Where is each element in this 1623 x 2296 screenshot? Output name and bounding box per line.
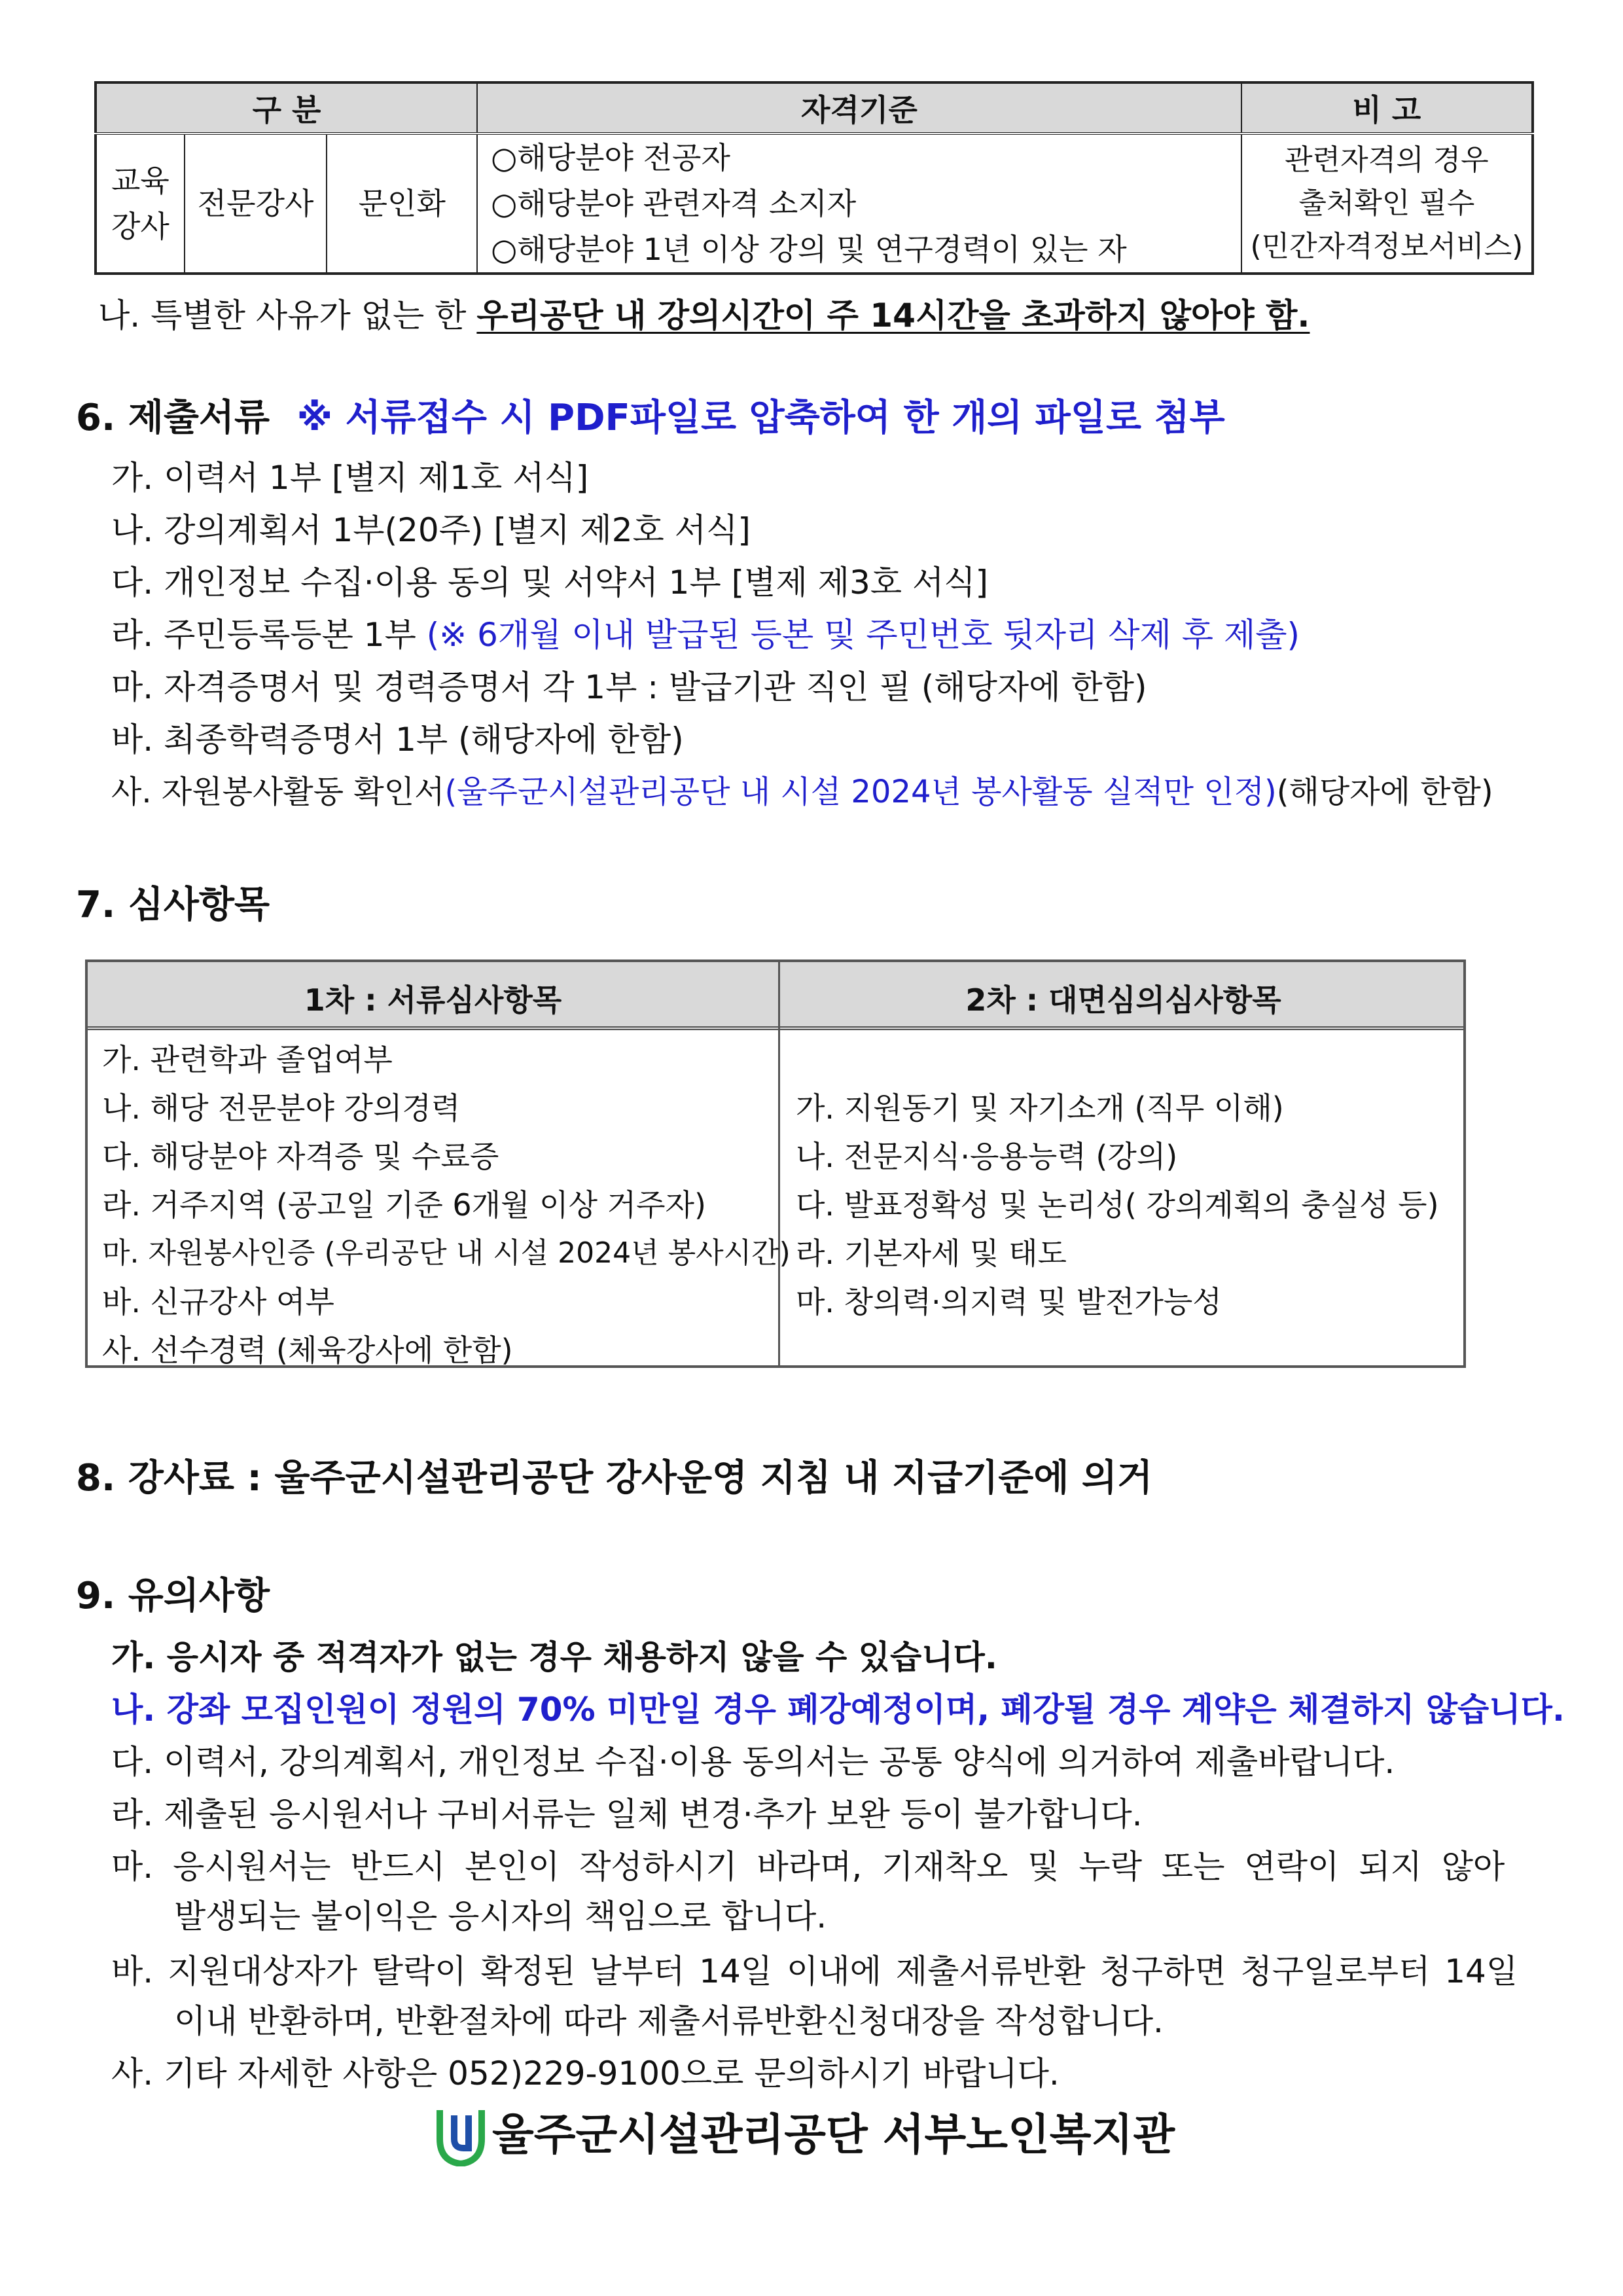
section-6-title: 6. 제출서류 — [76, 397, 270, 439]
doc-item-d-note: (※ 6개월 이내 발급된 등본 및 주민번호 뒷자리 삭제 후 제출) — [426, 616, 1300, 654]
cell-note — [1241, 134, 1533, 274]
caution-g: 사. 기타 자세한 사항은 052)229-9100으로 문의하시기 바랍니다. — [111, 2054, 1060, 2092]
uljugun-facilities-logo-icon — [435, 2106, 487, 2166]
footer-organization: 울주군시설관리공단 서부노인복지관 — [492, 2109, 1175, 2160]
caution-a: 가. 응시자 중 적격자가 없는 경우 채용하지 않을 수 있습니다. — [111, 1638, 997, 1676]
list-item: 다. 해당분야 자격증 및 수료증 — [102, 1139, 499, 1174]
section-7-title: 7. 심사항목 — [76, 884, 270, 926]
header-category: 구 분 — [96, 82, 477, 134]
caution-b: 나. 강좌 모집인원이 정원의 70% 미만일 경우 폐강예정이며, 폐강될 경우 계약은 체결하지 않습니다. — [111, 1691, 1565, 1729]
doc-item-a: 가. 이력서 1부 [별지 제1호 서식] — [111, 459, 589, 497]
caution-e-line1: 마. 응시원서는 반드시 본인이 작성하시기 바라며, 기재착오 및 누락 또는 연락이 되지 않아 — [111, 1848, 1505, 1886]
list-item: 사. 선수경력 (체육강사에 한함) — [102, 1333, 513, 1368]
note-line: 관련자격의 경우 — [1285, 143, 1489, 177]
caution-f-line1: 바. 지원대상자가 탈락이 확정된 날부터 14일 이내에 제출서류반환 청구하면 청구일로부터 14일 — [111, 1952, 1518, 1990]
list-item: 나. 전문지식·응용능력 (강의) — [796, 1139, 1178, 1174]
doc-item-c: 다. 개인정보 수집·이용 동의 및 서약서 1부 [별제 제3호 서식] — [111, 564, 989, 601]
doc-item-b: 나. 강의계획서 1부(20주) [별지 제2호 서식] — [111, 511, 751, 549]
caution-d: 라. 제출된 응시원서나 구비서류는 일체 변경·추가 보완 등이 불가합니다. — [111, 1795, 1143, 1833]
qualification-table — [94, 81, 1534, 275]
review-col2-header: 2차 : 대면심의심사항목 — [965, 982, 1281, 1018]
header-criteria: 자격기준 — [477, 82, 1241, 134]
review-col1-header: 1차 : 서류심사항목 — [304, 982, 562, 1018]
doc-item-g-tail: (해당자에 한함) — [1276, 774, 1493, 810]
note-line: (민간자격정보서비스) — [1250, 230, 1524, 263]
section-6-heading — [76, 397, 1225, 440]
doc-item-d — [111, 615, 1300, 655]
doc-item-g — [111, 772, 1493, 812]
cell-category-edu: 교육 강사 — [96, 134, 185, 274]
list-item: 라. 거주지역 (공고일 기준 6개월 이상 거주자) — [102, 1187, 706, 1223]
notice-underlined: 우리공단 내 강의시간이 주 14시간을 초과하지 않아야 함. — [476, 296, 1310, 334]
caution-f-line2: 이내 반환하며, 반환절차에 따라 제출서류반환신청대장을 작성합니다. — [174, 2002, 1164, 2040]
review-criteria-table — [85, 960, 1466, 1368]
cell-criteria — [477, 134, 1241, 274]
list-item: 가. 관련학과 졸업여부 — [102, 1042, 393, 1077]
criteria-item: ○해당분야 1년 이상 강의 및 연구경력이 있는 자 — [491, 232, 1127, 267]
header-note: 비 고 — [1241, 82, 1533, 134]
caution-e-line2: 발생되는 불이익은 응시자의 책임으로 합니다. — [174, 1897, 827, 1935]
doc-item-g-main: 사. 자원봉사활동 확인서 — [111, 774, 445, 810]
cell-category-subject: 문인화 — [327, 134, 477, 274]
doc-item-g-note: (울주군시설관리공단 내 시설 2024년 봉사활동 실적만 인정) — [444, 774, 1277, 810]
notice-prefix: 나. 특별한 사유가 없는 한 — [98, 296, 477, 334]
list-item: 다. 발표정확성 및 논리성( 강의계획의 충실성 등) — [796, 1187, 1439, 1223]
caution-c: 다. 이력서, 강의계획서, 개인정보 수집·이용 동의서는 공통 양식에 의거하여 제출바랍니다. — [111, 1743, 1395, 1781]
qualification-table-header-row — [96, 82, 1533, 134]
review-table-divider — [778, 962, 780, 1365]
list-item: 가. 지원동기 및 자기소개 (직무 이해) — [796, 1090, 1284, 1126]
list-item: 마. 창의력·의지력 및 발전가능성 — [796, 1284, 1222, 1319]
list-item: 라. 기본자세 및 태도 — [796, 1236, 1067, 1271]
table-row — [96, 134, 1533, 274]
cell-category-type: 전문강사 — [185, 134, 327, 274]
section-6-note: ※ 서류접수 시 PDF파일로 압축하여 한 개의 파일로 첨부 — [296, 397, 1225, 439]
section-9-title: 9. 유의사항 — [76, 1575, 270, 1617]
lecture-hours-notice — [98, 296, 1310, 335]
list-item: 나. 해당 전문분야 강의경력 — [102, 1090, 461, 1126]
note-line: 출처확인 필수 — [1298, 187, 1475, 220]
doc-item-e: 마. 자격증명서 및 경력증명서 각 1부 : 발급기관 직인 필 (해당자에 한함) — [111, 668, 1147, 706]
criteria-item: ○해당분야 전공자 — [491, 140, 730, 175]
list-item: 바. 신규강사 여부 — [102, 1284, 334, 1319]
doc-item-f: 바. 최종학력증명서 1부 (해당자에 한함) — [111, 721, 684, 759]
doc-item-d-main: 라. 주민등록등본 1부 — [111, 616, 427, 654]
section-8-title: 8. 강사료 : 울주군시설관리공단 강사운영 지침 내 지급기준에 의거 — [76, 1457, 1153, 1499]
criteria-item: ○해당분야 관련자격 소지자 — [491, 186, 857, 221]
list-item: 마. 자원봉사인증 (우리공단 내 시설 2024년 봉사시간) — [102, 1236, 791, 1270]
